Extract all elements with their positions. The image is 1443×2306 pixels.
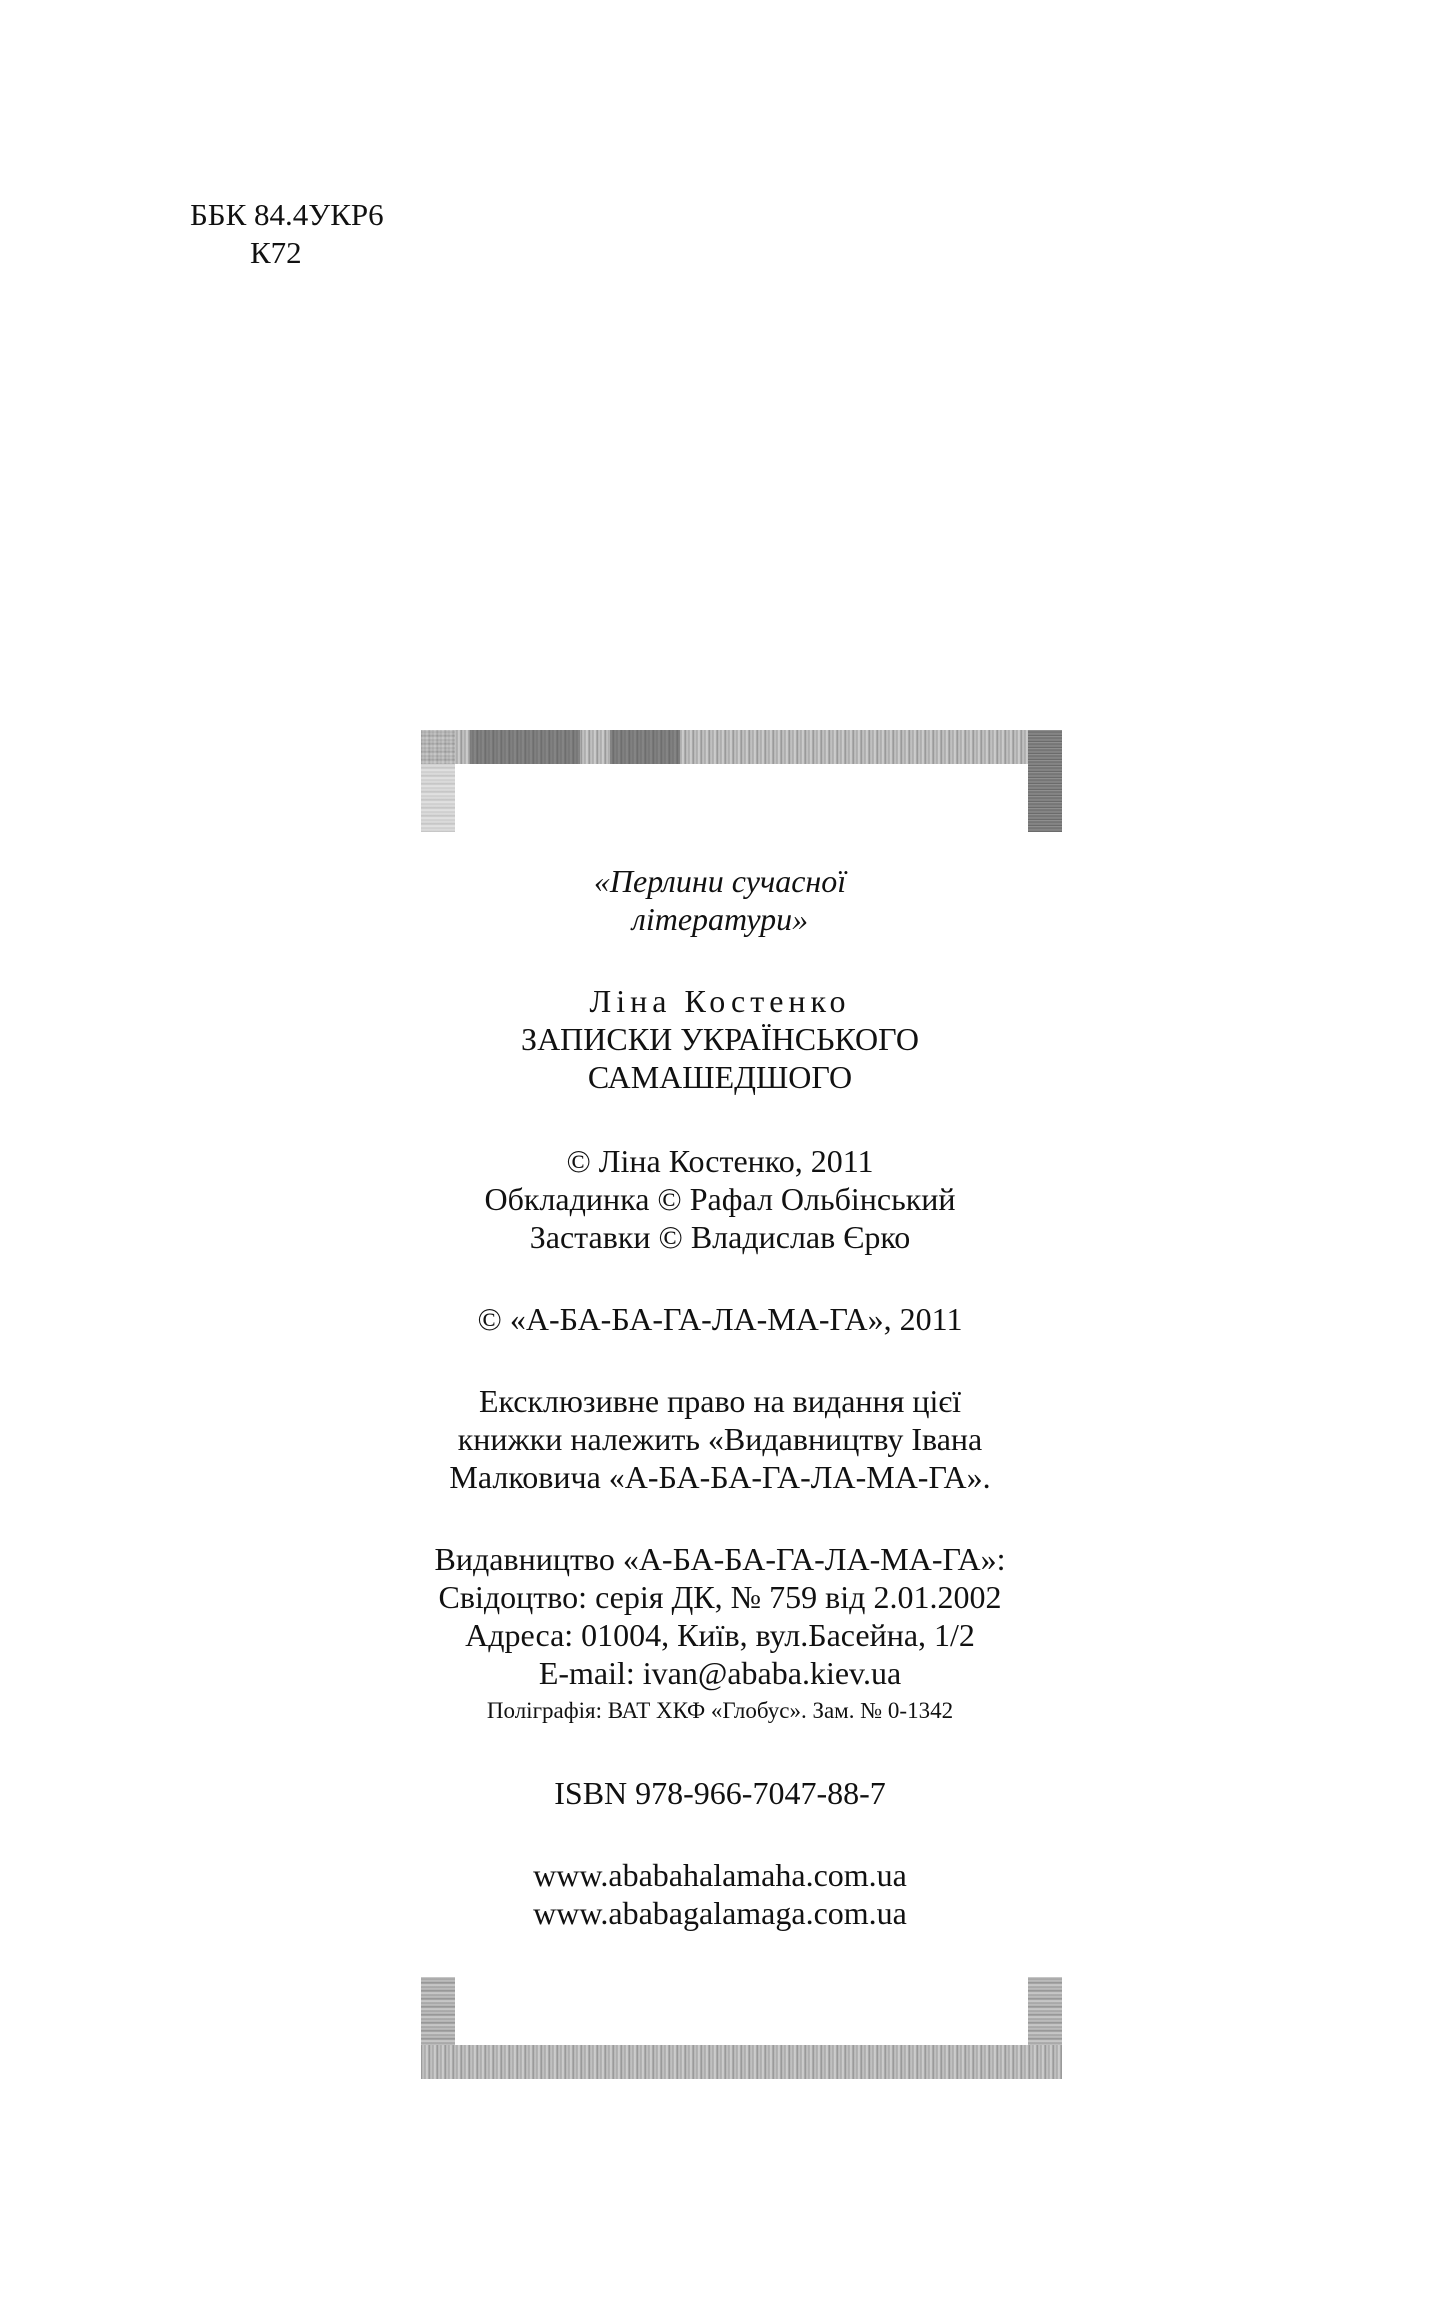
frame-top-shade-2 bbox=[610, 730, 680, 764]
author-mark: К72 bbox=[250, 235, 302, 270]
publisher-name: Видавництво «А-БА-БА-ГА-ЛА-МА-ГА»: bbox=[434, 1541, 1006, 1577]
series-line-1: «Перлини сучасної bbox=[593, 863, 847, 899]
copyright-author: © Ліна Костенко, 2011 bbox=[566, 1143, 874, 1179]
printing-info: Поліграфія: ВАТ ХКФ «Глобус». Зам. № 0-1342 bbox=[486, 1698, 954, 1723]
book-author: Ліна Костенко bbox=[589, 983, 851, 1019]
imprint-block bbox=[430, 862, 1010, 1932]
exclusive-rights-line-2: книжки належить «Видавництву Івана bbox=[457, 1421, 983, 1457]
website-2: www.ababagalamaga.com.ua bbox=[533, 1895, 907, 1931]
publisher-email: E-mail: ivan@ababa.kiev.ua bbox=[538, 1655, 902, 1691]
publisher-copyright: © «А-БА-БА-ГА-ЛА-МА-ГА», 2011 bbox=[477, 1301, 963, 1337]
isbn: ISBN 978-966-7047-88-7 bbox=[554, 1775, 886, 1811]
frame-top-left-leg bbox=[421, 730, 455, 832]
exclusive-rights-line-1: Ексклюзивне право на видання цієї bbox=[479, 1383, 961, 1419]
book-title-line-2: САМАШЕДШОГО bbox=[587, 1059, 853, 1095]
exclusive-rights-line-3: Малковича «А-БА-БА-ГА-ЛА-МА-ГА». bbox=[449, 1459, 991, 1495]
bbk-code: ББК 84.4УКР6 bbox=[190, 197, 384, 232]
website-1: www.ababahalamaha.com.ua bbox=[533, 1857, 907, 1893]
frame-top-shade-1 bbox=[470, 730, 580, 764]
frame-top-right-leg bbox=[1028, 730, 1062, 832]
series-line-2: літератури» bbox=[631, 901, 809, 937]
copyright-ornaments: Заставки © Владислав Єрко bbox=[529, 1219, 911, 1255]
catalog-codes bbox=[190, 196, 384, 272]
book-title-line-1: ЗАПИСКИ УКРАЇНСЬКОГО bbox=[521, 1021, 919, 1057]
publisher-address: Адреса: 01004, Київ, вул.Басейна, 1/2 bbox=[465, 1617, 975, 1653]
frame-bottom-bar bbox=[421, 2045, 1062, 2079]
publisher-certificate: Свідоцтво: серія ДК, № 759 від 2.01.2002 bbox=[438, 1579, 1002, 1615]
copyright-cover: Обкладинка © Рафал Ольбінський bbox=[484, 1181, 956, 1217]
series-name bbox=[430, 862, 1010, 938]
